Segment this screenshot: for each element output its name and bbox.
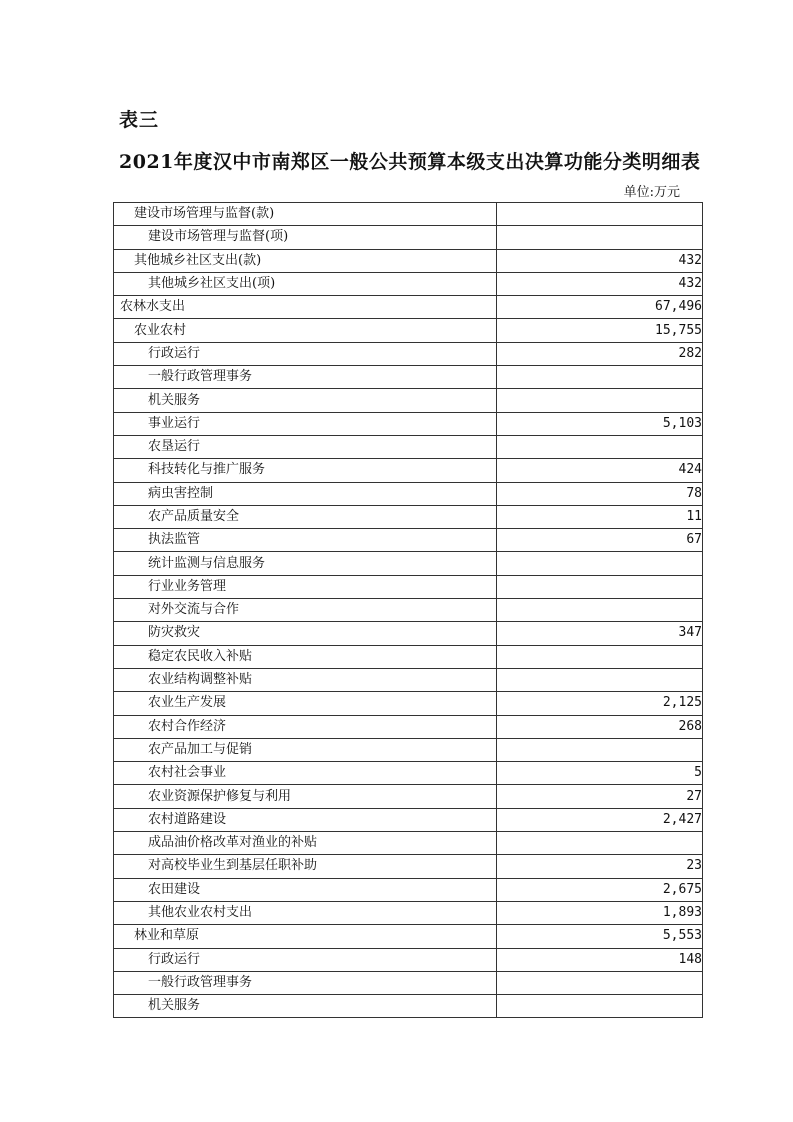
row-amount: 148 — [497, 948, 703, 971]
table-row — [114, 482, 703, 505]
table-row — [114, 971, 703, 994]
table-row — [114, 459, 703, 482]
row-amount: 11 — [497, 505, 703, 528]
table-row — [114, 342, 703, 365]
row-amount — [497, 668, 703, 691]
row-item-name: 一般行政管理事务 — [114, 366, 497, 389]
row-item-name: 科技转化与推广服务 — [114, 459, 497, 482]
table-row — [114, 808, 703, 831]
row-item-name: 农业资源保护修复与利用 — [114, 785, 497, 808]
row-amount — [497, 552, 703, 575]
row-item-name: 农业农村 — [114, 319, 497, 342]
table-row — [114, 366, 703, 389]
row-item-name: 农垦运行 — [114, 435, 497, 458]
table-row — [114, 692, 703, 715]
table-row — [114, 668, 703, 691]
table-row — [114, 272, 703, 295]
row-amount — [497, 226, 703, 249]
row-item-name: 农业结构调整补贴 — [114, 668, 497, 691]
row-amount — [497, 389, 703, 412]
row-item-name: 稳定农民收入补贴 — [114, 645, 497, 668]
row-amount: 5 — [497, 762, 703, 785]
row-item-name: 行政运行 — [114, 948, 497, 971]
table-row — [114, 738, 703, 761]
unit-label: 单位:万元 — [623, 185, 680, 200]
row-item-name: 一般行政管理事务 — [114, 971, 497, 994]
row-item-name: 统计监测与信息服务 — [114, 552, 497, 575]
table-row — [114, 832, 703, 855]
table-row — [114, 529, 703, 552]
row-amount: 27 — [497, 785, 703, 808]
row-item-name: 农产品加工与促销 — [114, 738, 497, 761]
row-amount: 23 — [497, 855, 703, 878]
table-row — [114, 575, 703, 598]
row-item-name: 对外交流与合作 — [114, 599, 497, 622]
row-amount — [497, 971, 703, 994]
row-item-name: 机关服务 — [114, 995, 497, 1018]
row-amount: 268 — [497, 715, 703, 738]
table-row — [114, 785, 703, 808]
row-item-name: 行业业务管理 — [114, 575, 497, 598]
row-item-name: 防灾救灾 — [114, 622, 497, 645]
row-amount: 2,675 — [497, 878, 703, 901]
row-item-name: 其他农业农村支出 — [114, 901, 497, 924]
row-item-name: 病虫害控制 — [114, 482, 497, 505]
budget-table-body — [114, 203, 703, 1018]
row-item-name: 农村社会事业 — [114, 762, 497, 785]
table-row — [114, 645, 703, 668]
row-amount — [497, 435, 703, 458]
row-amount: 67,496 — [497, 296, 703, 319]
row-item-name: 行政运行 — [114, 342, 497, 365]
table-row — [114, 925, 703, 948]
row-amount — [497, 203, 703, 226]
row-amount: 5,103 — [497, 412, 703, 435]
table-row — [114, 762, 703, 785]
row-amount — [497, 738, 703, 761]
row-amount: 67 — [497, 529, 703, 552]
page-title: 2021年度汉中市南郑区一般公共预算本级支出决算功能分类明细表 — [119, 151, 701, 173]
table-row — [114, 622, 703, 645]
table-row — [114, 296, 703, 319]
row-amount — [497, 575, 703, 598]
row-item-name: 农村道路建设 — [114, 808, 497, 831]
table-row — [114, 226, 703, 249]
row-item-name: 建设市场管理与监督(项) — [114, 226, 497, 249]
table-row — [114, 319, 703, 342]
row-amount: 432 — [497, 249, 703, 272]
row-item-name: 农产品质量安全 — [114, 505, 497, 528]
row-item-name: 机关服务 — [114, 389, 497, 412]
row-amount — [497, 995, 703, 1018]
row-item-name: 林业和草原 — [114, 925, 497, 948]
row-amount: 5,553 — [497, 925, 703, 948]
row-item-name: 对高校毕业生到基层任职补助 — [114, 855, 497, 878]
row-amount: 2,427 — [497, 808, 703, 831]
row-item-name: 事业运行 — [114, 412, 497, 435]
table-label: 表三 — [119, 109, 160, 131]
row-amount: 15,755 — [497, 319, 703, 342]
table-row — [114, 995, 703, 1018]
row-item-name: 执法监管 — [114, 529, 497, 552]
row-item-name: 其他城乡社区支出(款) — [114, 249, 497, 272]
row-amount: 78 — [497, 482, 703, 505]
row-amount — [497, 832, 703, 855]
row-amount — [497, 599, 703, 622]
row-amount — [497, 366, 703, 389]
row-amount: 1,893 — [497, 901, 703, 924]
table-row — [114, 599, 703, 622]
budget-table — [113, 202, 703, 1018]
table-row — [114, 715, 703, 738]
table-row — [114, 878, 703, 901]
row-item-name: 农村合作经济 — [114, 715, 497, 738]
table-row — [114, 203, 703, 226]
table-row — [114, 855, 703, 878]
row-item-name: 农林水支出 — [114, 296, 497, 319]
row-item-name: 成品油价格改革对渔业的补贴 — [114, 832, 497, 855]
row-item-name: 其他城乡社区支出(项) — [114, 272, 497, 295]
row-item-name: 农业生产发展 — [114, 692, 497, 715]
table-row — [114, 435, 703, 458]
table-row — [114, 948, 703, 971]
row-amount: 347 — [497, 622, 703, 645]
table-row — [114, 412, 703, 435]
row-amount: 2,125 — [497, 692, 703, 715]
table-row — [114, 901, 703, 924]
row-amount: 424 — [497, 459, 703, 482]
row-item-name: 建设市场管理与监督(款) — [114, 203, 497, 226]
table-row — [114, 552, 703, 575]
row-amount: 282 — [497, 342, 703, 365]
table-row — [114, 249, 703, 272]
row-amount — [497, 645, 703, 668]
table-row — [114, 389, 703, 412]
table-row — [114, 505, 703, 528]
row-item-name: 农田建设 — [114, 878, 497, 901]
row-amount: 432 — [497, 272, 703, 295]
